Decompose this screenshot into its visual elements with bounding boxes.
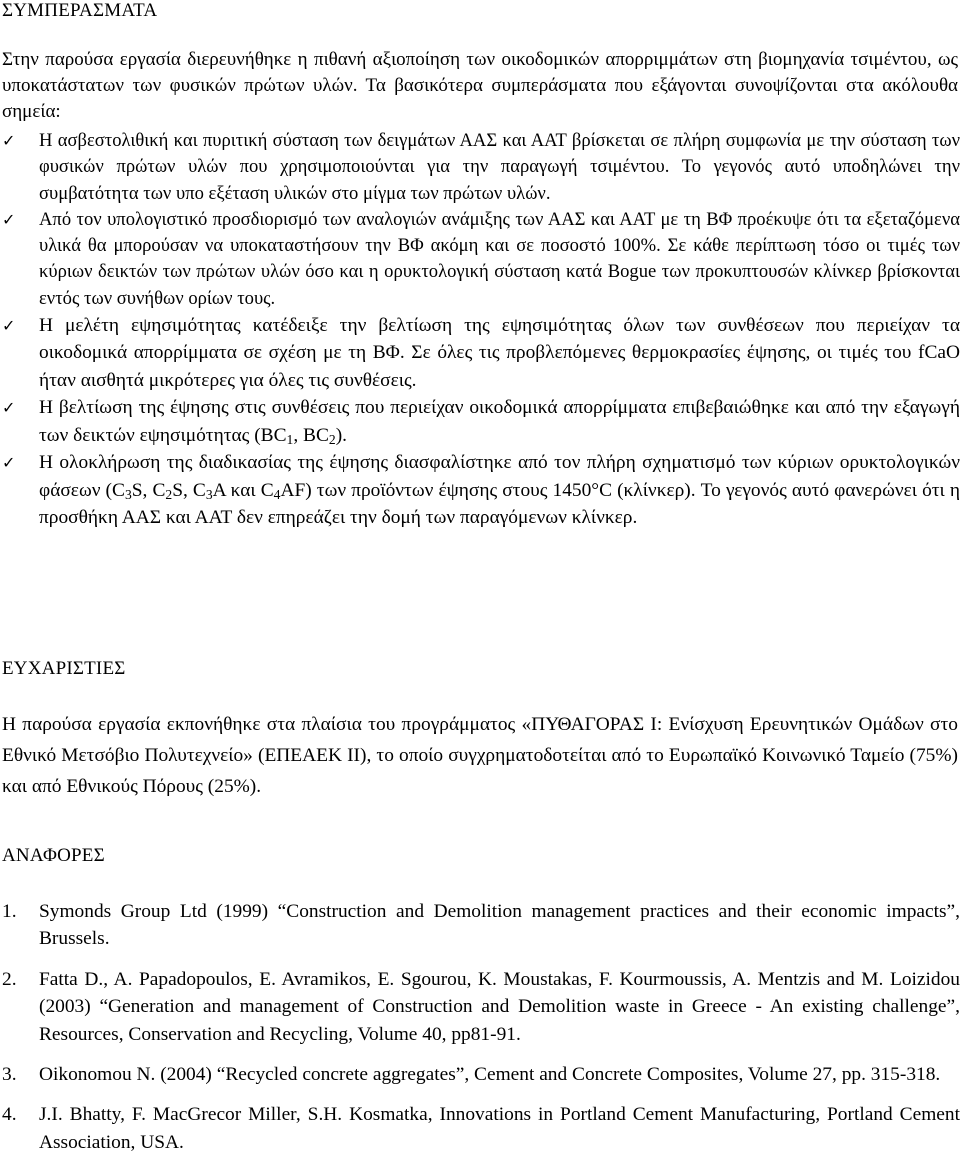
acknowledgements-text: Η παρούσα εργασία εκπονήθηκε στα πλαίσια του προγράμματος «ΠΥΘΑΓΟΡΑΣ Ι: Ενίσχυση Ερευνητικών Ομάδων στο Εθνικό Μετσόβιο Πολυτεχνείο» (ΕΠΕΑΕΚ ΙΙ), το οποίο συγχρηματοδοτείται από το Ευρωπαϊκό Κοινωνικό Ταμείο (75%) και από Εθνικούς Πόρους (25%). bbox=[2, 714, 958, 797]
reference-item bbox=[2, 1061, 960, 1088]
reference-text: Oikonomou N. (2004) “Recycled concrete aggregates”, Cement and Concrete Composites, Volume 27, pp. 315-318. bbox=[39, 1064, 941, 1086]
reference-text: J.I. Bhatty, F. MacGrecor Miller, S.H. Kosmatka, Innovations in Portland Cement Manufacturing, Portland Cement Association, USA. bbox=[39, 1104, 960, 1153]
reference-text: Fatta D., A. Papadopoulos, E. Avramikos, E. Sgourou, K. Moustakas, F. Kourmoussis, A. Mentzis and M. Loizidou (2003) “Generation and management of Construction and Demolition waste in Greece - An existing challenge”, Resources, Conservation and Recycling, Volume 40, pp81-91. bbox=[39, 968, 960, 1045]
reference-text: Symonds Group Ltd (1999) “Construction and Demolition management practices and their economic impacts”, Brussels. bbox=[39, 901, 960, 950]
conclusions-intro: Στην παρούσα εργασία διερευνήθηκε η πιθανή αξιοποίηση των οικοδομικών απορριμμάτων στη βιομηχανία τσιμέντου, ως υποκατάστατων των φυσικών πρώτων υλών. Τα βασικότερα συμπεράσματα που εξάγονται συνοψίζονται στα ακόλουθα σημεία: bbox=[2, 49, 958, 123]
conclusions-list bbox=[2, 128, 960, 531]
conclusion-item bbox=[2, 207, 960, 312]
checkmark-icon: ✓ bbox=[2, 453, 16, 473]
checkmark-icon: ✓ bbox=[2, 398, 16, 418]
conclusion-item bbox=[2, 449, 960, 531]
acknowledgements-heading: ΕΥΧΑΡΙΣΤΙΕΣ bbox=[2, 658, 126, 679]
reference-number: 2. bbox=[2, 968, 17, 990]
conclusion-text: Η ασβεστολιθική και πυριτική σύσταση των δειγμάτων ΑΑΣ και ΑΑΤ βρίσκεται σε πλήρη συμφωνία με την σύσταση των φυσικών πρώτων υλών που χρησιμοποιούνται για την παραγωγή τσιμέντου. Το γεγονός αυτό υποδηλώνει την συμβατότητα των υπο εξέταση υλικών στο μίγμα των πρώτων υλών. bbox=[39, 130, 960, 204]
checkmark-icon: ✓ bbox=[2, 209, 16, 229]
references-list bbox=[2, 898, 960, 1169]
conclusion-text: Η ολοκλήρωση της διαδικασίας της έψησης διασφαλίστηκε από τον πλήρη σχηματισμό των κύριων ορυκτολογικών φάσεων ($C_3S$, $C_2S$, $C_3A$ και $C_4AF$) των προϊόντων έψησης στους 1450°C (κλίνκερ). Το γεγονός αυτό φανερώνει ότι η προσθήκη ΑΑΣ και ΑΑΤ δεν επηρεάζει την δομή των παραγόμενων κλίνκερ. bbox=[39, 452, 960, 528]
reference-number: 1. bbox=[2, 901, 17, 922]
reference-number: 3. bbox=[2, 1064, 17, 1086]
conclusions-heading: ΣΥΜΠΕΡΑΣΜΑΤΑ bbox=[2, 0, 158, 21]
conclusion-text: Η μελέτη εψησιμότητας κατέδειξε την βελτίωση της εψησιμότητας όλων των συνθέσεων που περιείχαν τα οικοδομικά απορρίμματα σε σχέση με τη ΒΦ. Σε όλες τις προβλεπόμενες θερμοκρασίες έψησης, οι τιμές του fCaO ήταν αισθητά μικρότερες για όλες τις συνθέσεις. bbox=[39, 315, 960, 391]
reference-number: 4. bbox=[2, 1104, 17, 1126]
conclusion-text: Από τον υπολογιστικό προσδιορισμό των αναλογιών ανάμιξης των ΑΑΣ και ΑΑΤ με τη ΒΦ προέκυψε ότι τα εξεταζόμενα υλικά θα μπορούσαν να υποκαταστήσουν την ΒΦ ακόμη και σε ποσοστό 100%. Σε κάθε περίπτωση τόσο οι τιμές των κύριων δεικτών των πρώτων υλών όσο και η ορυκτολογική σύσταση κατά Bogue των προκυπτουσών κλίνκερ βρίσκονται εντός των συνήθων ορίων τους. bbox=[39, 208, 960, 309]
conclusion-item bbox=[2, 128, 960, 207]
reference-item bbox=[2, 1101, 960, 1156]
conclusion-item bbox=[2, 394, 960, 449]
references-heading: ΑΝΑΦΟΡΕΣ bbox=[2, 845, 105, 866]
reference-item bbox=[2, 966, 960, 1048]
conclusion-item bbox=[2, 312, 960, 394]
checkmark-icon: ✓ bbox=[2, 316, 16, 336]
checkmark-icon: ✓ bbox=[2, 131, 16, 150]
conclusion-text: Η βελτίωση της έψησης στις συνθέσεις που περιείχαν οικοδομικά απορρίμματα επιβεβαιώθηκε και από την εξαγωγή των δεικτών εψησιμότητας ($BC_1$, $BC_2$). bbox=[39, 397, 960, 447]
reference-item bbox=[2, 898, 960, 953]
